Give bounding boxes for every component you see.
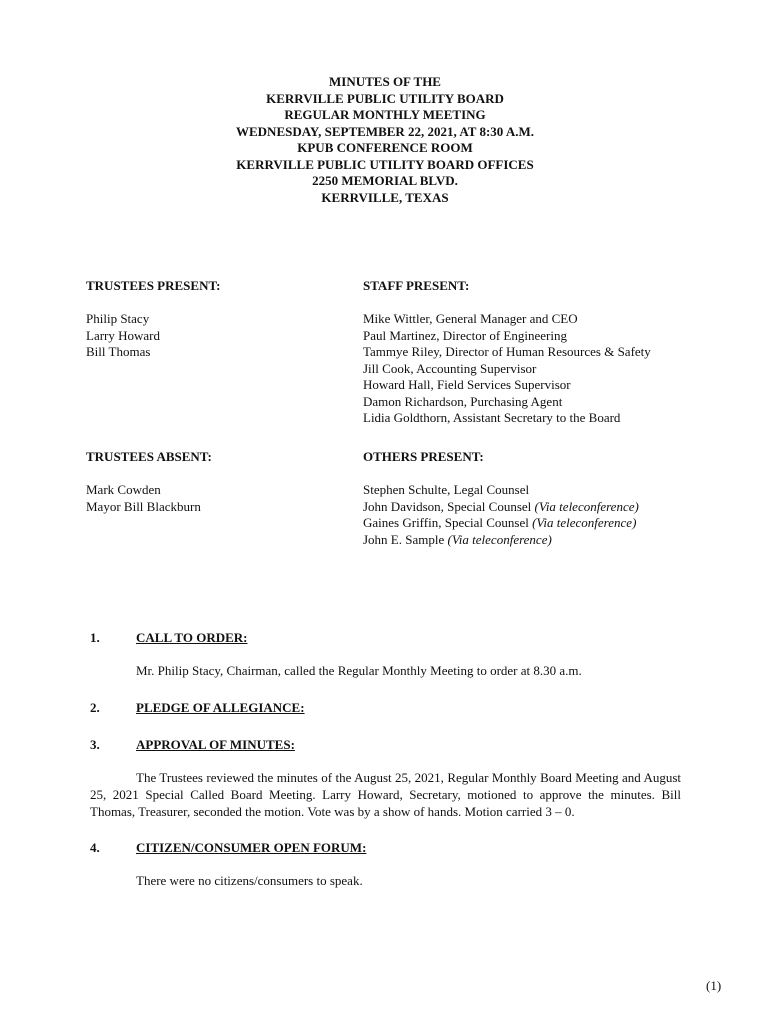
trustee-name: Philip Stacy <box>86 311 150 326</box>
staff-name: Tammye Riley, Director of Human Resources & Safety <box>363 344 651 359</box>
section-title-call-to-order: CALL TO ORDER: <box>136 630 248 645</box>
section-number: 4. <box>90 840 100 855</box>
other-attendee <box>363 482 639 499</box>
staff-name: Mike Wittler, General Manager and CEO <box>363 311 578 326</box>
trustee-name: Bill Thomas <box>86 344 151 359</box>
other-attendee <box>363 499 639 516</box>
header-line: 2250 MEMORIAL BLVD. <box>312 173 458 188</box>
attendee-name: John E. Sample <box>363 531 448 547</box>
staff-name: Damon Richardson, Purchasing Agent <box>363 393 563 409</box>
header-line: KERRVILLE PUBLIC UTILITY BOARD <box>266 90 504 106</box>
staff-name: Lidia Goldthorn, Assistant Secretary to the Board <box>363 410 621 425</box>
header-line: MINUTES OF THE <box>329 74 441 89</box>
attendee-name: Stephen Schulte, Legal Counsel <box>363 482 530 497</box>
trustees-absent-list <box>86 482 201 515</box>
header-line: WEDNESDAY, SEPTEMBER 22, 2021, AT 8:30 A.M. <box>236 123 534 139</box>
trustees-present-list <box>86 311 160 361</box>
section-number: 2. <box>90 700 100 715</box>
header-line: KPUB CONFERENCE ROOM <box>297 140 473 155</box>
header-line: KERRVILLE, TEXAS <box>321 189 449 205</box>
section-number: 1. <box>90 630 100 645</box>
attendee-note: (Via teleconference) <box>447 531 552 547</box>
absent-trustee-name: Mayor Bill Blackburn <box>86 498 201 514</box>
section-number: 3. <box>90 737 100 752</box>
staff-name: Howard Hall, Field Services Supervisor <box>363 377 571 392</box>
others-present-list <box>363 482 639 548</box>
section-title-open-forum: CITIZEN/CONSUMER OPEN FORUM: <box>136 840 367 855</box>
attendee-name: Gaines Griffin, Special Counsel <box>363 515 533 530</box>
staff-name: Jill Cook, Accounting Supervisor <box>363 360 537 376</box>
trustees-present-heading: TRUSTEES PRESENT: <box>86 278 221 293</box>
staff-present-list <box>363 311 651 427</box>
document-header <box>0 74 770 206</box>
section-body-open-forum: There were no citizens/consumers to speak. <box>136 873 363 888</box>
section-title-pledge: PLEDGE OF ALLEGIANCE: <box>136 700 305 715</box>
staff-present-heading: STAFF PRESENT: <box>363 278 470 293</box>
other-attendee <box>363 515 639 532</box>
page-number: (1) <box>706 978 722 993</box>
staff-name: Paul Martinez, Director of Engineering <box>363 327 567 343</box>
attendee-name: John Davidson, Special Counsel <box>363 498 535 514</box>
section-title-approval-of-minutes: APPROVAL OF MINUTES: <box>136 737 295 752</box>
absent-trustee-name: Mark Cowden <box>86 482 161 497</box>
section-body-call-to-order: Mr. Philip Stacy, Chairman, called the Regular Monthly Meeting to order at 8.30 a.m. <box>136 663 582 678</box>
other-attendee <box>363 532 639 549</box>
attendee-note: (Via teleconference) <box>534 498 639 514</box>
others-present-heading: OTHERS PRESENT: <box>363 449 484 464</box>
attendee-note: (Via teleconference) <box>532 515 637 530</box>
section-body-approval-of-minutes: The Trustees reviewed the minutes of the August 25, 2021, Regular Monthly Board Meeting and August 25, 2021 Special Called Board Meeting. Larry Howard, Secretary, motioned to approve the minutes. Bill Thomas, Treasurer, seconded the motion. Vote was by a show of hands. Motion carried 3 – 0. <box>90 770 681 819</box>
trustee-name: Larry Howard <box>86 327 160 343</box>
header-line: REGULAR MONTHLY MEETING <box>284 107 486 122</box>
trustees-absent-heading: TRUSTEES ABSENT: <box>86 449 212 464</box>
header-line: KERRVILLE PUBLIC UTILITY BOARD OFFICES <box>236 156 534 172</box>
